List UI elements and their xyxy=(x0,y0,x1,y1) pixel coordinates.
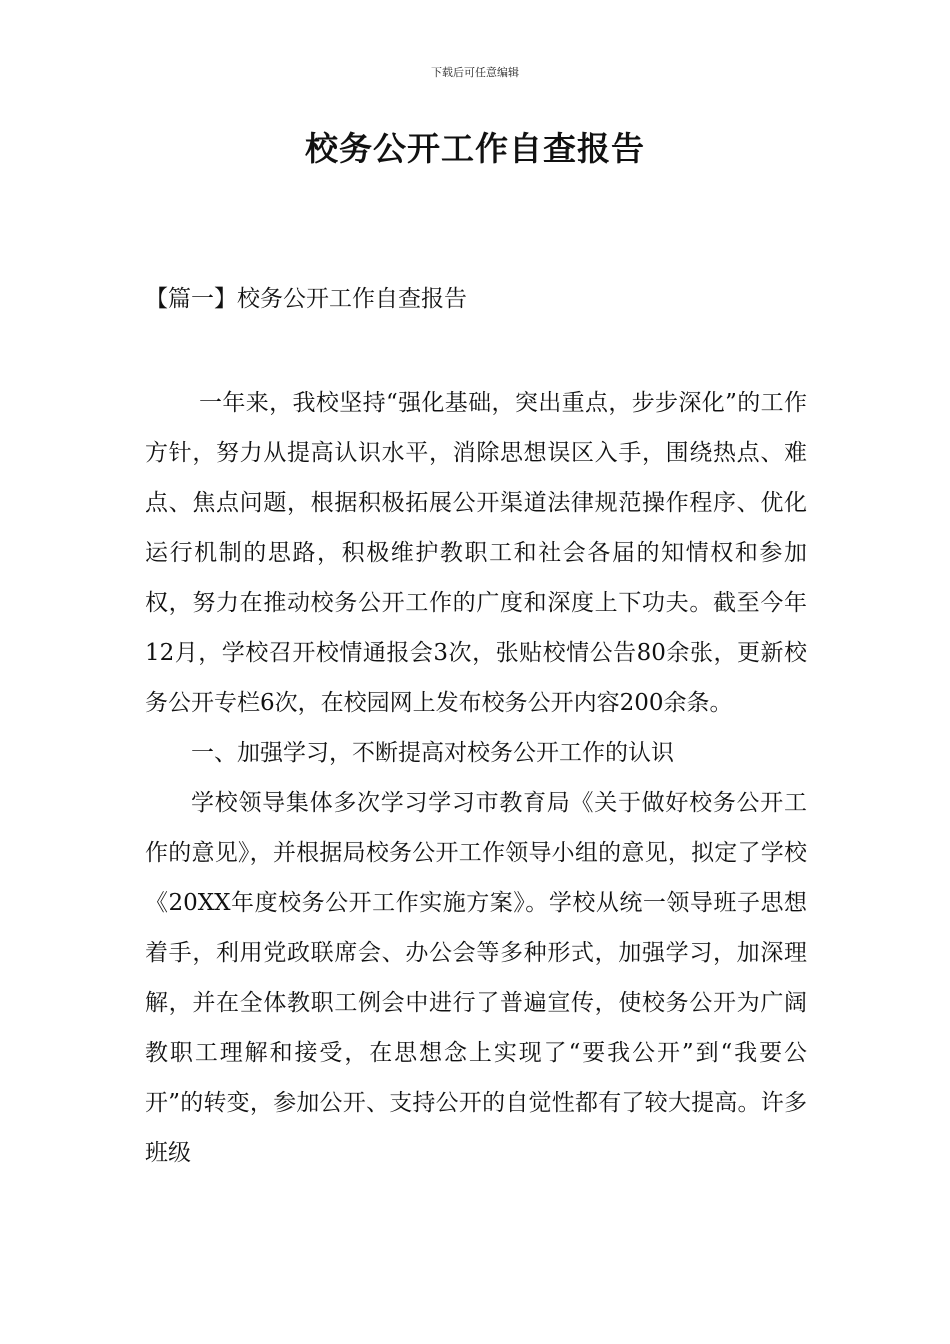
document-body xyxy=(145,378,807,1178)
paragraph-learning: 学校领导集体多次学习学习市教育局《关于做好校务公开工作的意见》，并根据局校务公开工作领导小组的意见，拟定了学校《20XX年度校务公开工作实施方案》。学校从统一领导班子思想着手，利用党政联席会、办公会等多种形式，加强学习，加深理解，并在全体教职工例会中进行了普遍宣传，使校务公开为广阔教职工理解和接受，在思想念上实现了“要我公开”到“我要公开”的转变，参加公开、支持公开的自觉性都有了较大提高。许多班级 xyxy=(145,790,807,1166)
section-heading: 【篇一】校务公开工作自查报告 xyxy=(145,286,467,312)
subheading-learning: 一、加强学习，不断提高对校务公开工作的认识 xyxy=(191,740,674,766)
header-note: 下载后可任意编辑 xyxy=(431,66,519,79)
document-title: 校务公开工作自查报告 xyxy=(305,129,645,168)
paragraph-intro: 一年来，我校坚持“强化基础，突出重点，步步深化”的工作方针，努力从提高认识水平，消除思想误区入手，围绕热点、难点、焦点问题，根据积极拓展公开渠道法律规范操作程序、优化运行机制的思路，积极维护教职工和社会各届的知情权和参加权，努力在推动校务公开工作的广度和深度上下功夫。截至今年12月，学校召开校情通报会3次，张贴校情公告80余张，更新校务公开专栏6次，在校园网上发布校务公开内容200余条。 xyxy=(145,390,807,716)
